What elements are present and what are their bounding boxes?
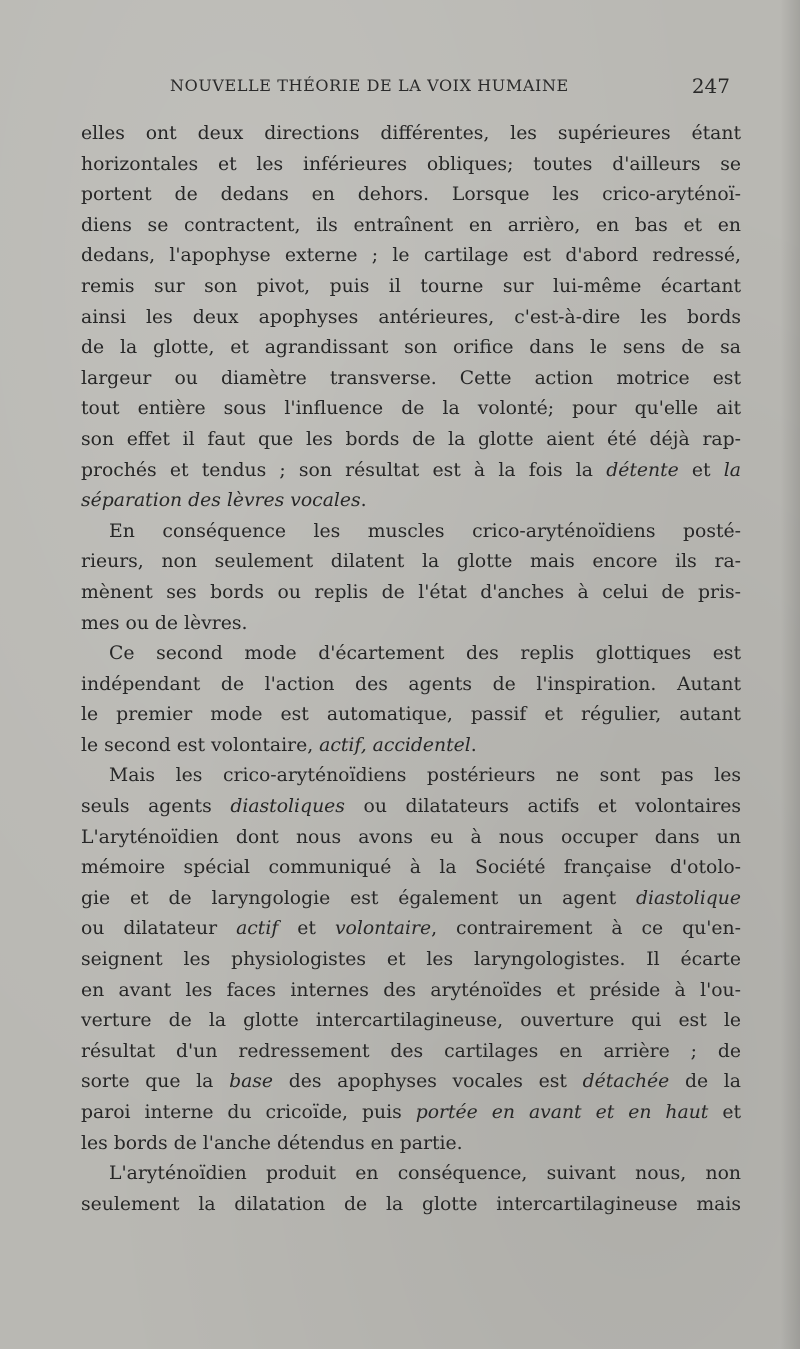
text-line xyxy=(81,333,741,364)
italic-text: séparation des lèvres vocales xyxy=(81,490,361,512)
text-line xyxy=(81,792,741,823)
text-line xyxy=(81,976,741,1007)
text-line xyxy=(81,1067,741,1098)
text-line xyxy=(81,1129,741,1160)
italic-text: actif, accidentel xyxy=(319,734,471,756)
page-edge-shadow xyxy=(780,0,800,1349)
text-segment: tout entière sous l'influence de la volonté; pour qu'elle ait xyxy=(81,398,741,420)
text-segment: seulement la dilatation de la glotte intercartilagineuse mais xyxy=(81,1193,741,1215)
italic-text: base xyxy=(229,1071,274,1093)
text-segment: L'aryténoïdien produit en conséquence, suivant nous, non xyxy=(109,1163,741,1185)
text-line xyxy=(81,670,741,701)
text-segment: L'aryténoïdien dont nous avons eu à nous occuper dans un xyxy=(81,826,741,848)
text-segment: largeur ou diamètre transverse. Cette action motrice est xyxy=(81,367,741,389)
body-text xyxy=(81,119,741,1220)
text-segment: ou dilatateurs actifs et volontaires xyxy=(344,796,741,818)
text-segment: horizontales et les inférieures obliques; toutes d'ailleurs se xyxy=(81,153,741,175)
text-line xyxy=(81,180,741,211)
text-line xyxy=(81,823,741,854)
text-segment: ou dilatateur xyxy=(81,918,237,940)
text-line xyxy=(81,884,741,915)
italic-text: diastoliques xyxy=(230,796,345,818)
text-line xyxy=(81,241,741,272)
text-line xyxy=(81,211,741,242)
text-segment: son effet il faut que les bords de la glotte aient été déjà rap- xyxy=(81,428,741,450)
text-segment: mémoire spécial communiqué à la Société française d'otolo- xyxy=(81,857,741,879)
italic-text: actif xyxy=(236,918,279,940)
text-segment: remis sur son pivot, puis il tourne sur lui-même écartant xyxy=(81,275,741,297)
text-line xyxy=(81,119,741,150)
text-line xyxy=(81,303,741,334)
text-segment: diens se contractent, ils entraînent en arrièro, en bas et en xyxy=(81,214,741,236)
text-line xyxy=(81,517,741,548)
text-segment: le second est volontaire, xyxy=(81,734,320,756)
text-segment: rieurs, non seulement dilatent la glotte mais encore ils ra- xyxy=(81,551,741,573)
text-line xyxy=(81,394,741,425)
text-line xyxy=(81,578,741,609)
text-line xyxy=(81,1098,741,1129)
italic-text: volontaire xyxy=(334,918,432,940)
italic-text: détachée xyxy=(582,1071,670,1093)
text-segment: mènent ses bords ou replis de l'état d'anches à celui de pris- xyxy=(81,581,741,603)
text-line xyxy=(81,456,741,487)
text-segment: prochés et tendus ; son résultat est à la fois la xyxy=(81,459,607,481)
text-segment: résultat d'un redressement des cartilages en arrière ; de xyxy=(81,1040,741,1062)
text-segment: seignent les physiologistes et les laryngologistes. Il écarte xyxy=(81,949,741,971)
text-segment: le premier mode est automatique, passif et régulier, autant xyxy=(81,704,741,726)
text-segment: et xyxy=(708,1102,742,1123)
text-segment: de la glotte, et agrandissant son orifice dans le sens de sa xyxy=(81,337,741,359)
text-line xyxy=(81,547,741,578)
text-line xyxy=(81,914,741,945)
text-line xyxy=(81,609,741,640)
text-segment: elles ont deux directions différentes, les supérieures étant xyxy=(81,123,741,144)
text-line xyxy=(81,761,741,792)
italic-text: détente xyxy=(606,459,679,481)
text-segment: et xyxy=(678,459,724,481)
text-segment: verture de la glotte intercartilagineuse, ouverture qui est le xyxy=(81,1010,741,1032)
italic-text: diastolique xyxy=(636,887,741,909)
page-header xyxy=(170,76,730,100)
text-line xyxy=(81,853,741,884)
text-line xyxy=(81,425,741,456)
text-segment: dedans, l'apophyse externe ; le cartilage est d'abord redressé, xyxy=(81,245,741,267)
text-line xyxy=(81,1159,741,1190)
text-segment: portent de dedans en dehors. Lorsque les crico-aryténoï- xyxy=(81,184,741,206)
text-segment: . xyxy=(360,490,367,512)
text-segment: et xyxy=(278,918,335,940)
text-segment: Ce second mode d'écartement des replis glottiques est xyxy=(109,643,741,665)
running-head: NOUVELLE THÉORIE DE LA VOIX HUMAINE xyxy=(170,76,569,95)
text-segment: . xyxy=(470,734,477,756)
text-segment: gie et de laryngologie est également un agent xyxy=(81,887,637,909)
text-segment: En conséquence les muscles crico-aryténoïdiens posté- xyxy=(109,520,741,542)
text-line xyxy=(81,150,741,181)
text-line xyxy=(81,364,741,395)
text-segment: paroi interne du cricoïde, puis xyxy=(81,1102,416,1123)
text-line xyxy=(81,945,741,976)
text-segment: de la xyxy=(669,1071,741,1093)
text-segment: ainsi les deux apophyses antérieures, c'est-à-dire les bords xyxy=(81,306,741,328)
text-line xyxy=(81,272,741,303)
text-segment: mes ou de lèvres. xyxy=(81,612,248,634)
text-line xyxy=(81,1006,741,1037)
text-line xyxy=(81,731,741,762)
text-segment: des apophyses vocales est xyxy=(273,1071,583,1093)
text-line xyxy=(81,639,741,670)
text-segment: les bords de l'anche détendus en partie. xyxy=(81,1132,463,1154)
text-line xyxy=(81,486,741,517)
text-line xyxy=(81,1190,741,1221)
italic-text: portée en avant et en haut xyxy=(415,1102,709,1123)
text-line xyxy=(81,700,741,731)
page-number: 247 xyxy=(691,74,730,98)
text-segment: , contrairement à ce qu'en- xyxy=(431,918,741,940)
italic-text: la xyxy=(723,459,741,481)
text-segment: sorte que la xyxy=(81,1071,230,1093)
text-segment: indépendant de l'action des agents de l'inspiration. Autant xyxy=(81,673,741,695)
text-segment: en avant les faces internes des aryténoïdes et préside à l'ou- xyxy=(81,979,741,1001)
text-segment: seuls agents xyxy=(81,796,231,818)
text-segment: Mais les crico-aryténoïdiens postérieurs ne sont pas les xyxy=(109,765,741,787)
text-line xyxy=(81,1037,741,1068)
